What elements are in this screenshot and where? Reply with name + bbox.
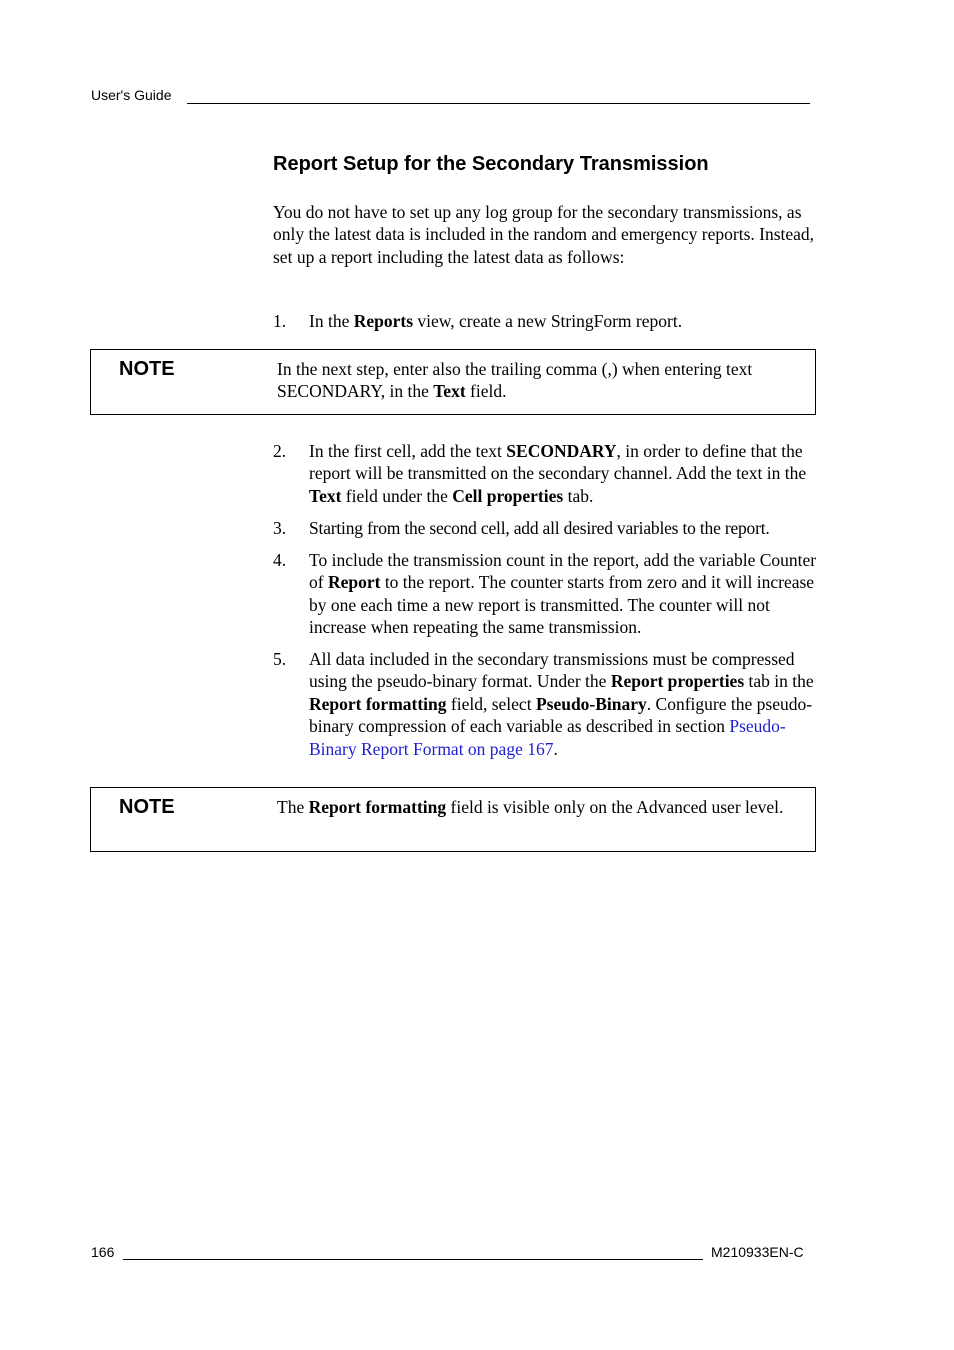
step-text: Starting from the second cell, add all desired variables to the report. <box>309 518 770 538</box>
list-item <box>273 549 821 639</box>
list-item <box>273 310 821 332</box>
document-code: M210933EN-C <box>711 1244 804 1260</box>
list-item <box>273 440 821 507</box>
list-item <box>273 517 821 539</box>
note-label: NOTE <box>119 358 175 380</box>
step-text: In the first cell, add the text SECONDARY, in order to define that the report will be transmitted on the secondary channel. Add the text in the Text field under the Cell properties tab. <box>309 441 807 506</box>
step-number: 2. <box>273 441 287 461</box>
header-rule <box>187 103 810 104</box>
footer-rule <box>123 1259 703 1260</box>
list-item <box>273 648 821 760</box>
cross-reference-link[interactable]: Pseudo-Binary Report Format on page 167 <box>309 716 786 759</box>
step-text: All data included in the secondary transmissions must be compressed using the pseudo-binary format. Under the Report properties tab in the Report formatting field, select Pseudo-Binary. Configure the pseudo-binary compression of each variable as described in section Pseudo-Binary Report Format on page 167. <box>309 649 814 759</box>
step-text: To include the transmission count in the report, add the variable Counter of Report to the report. The counter starts from zero and it will increase by one each time a new report is transmitted. The counter will not increase when repeating the same transmission. <box>309 550 817 638</box>
step-text: In the Reports view, create a new StringForm report. <box>309 311 683 331</box>
running-header: User's Guide <box>91 87 172 103</box>
intro-paragraph: You do not have to set up any log group for the secondary transmissions, as only the latest data is included in the random and emergency reports. Instead, set up a report including the latest data as follows: <box>273 202 815 267</box>
step-number: 1. <box>273 311 287 331</box>
step-number: 4. <box>273 550 287 570</box>
note-box <box>90 349 816 415</box>
note-box <box>90 787 816 852</box>
note-label: NOTE <box>119 796 175 818</box>
page-number: 166 <box>91 1244 115 1260</box>
note-text: The Report formatting field is visible only on the Advanced user level. <box>277 797 784 817</box>
step-number: 5. <box>273 649 287 669</box>
note-text: In the next step, enter also the trailing comma (,) when entering text SECONDARY, in the Text field. <box>277 359 753 402</box>
section-title: Report Setup for the Secondary Transmission <box>273 153 709 175</box>
step-number: 3. <box>273 518 287 538</box>
